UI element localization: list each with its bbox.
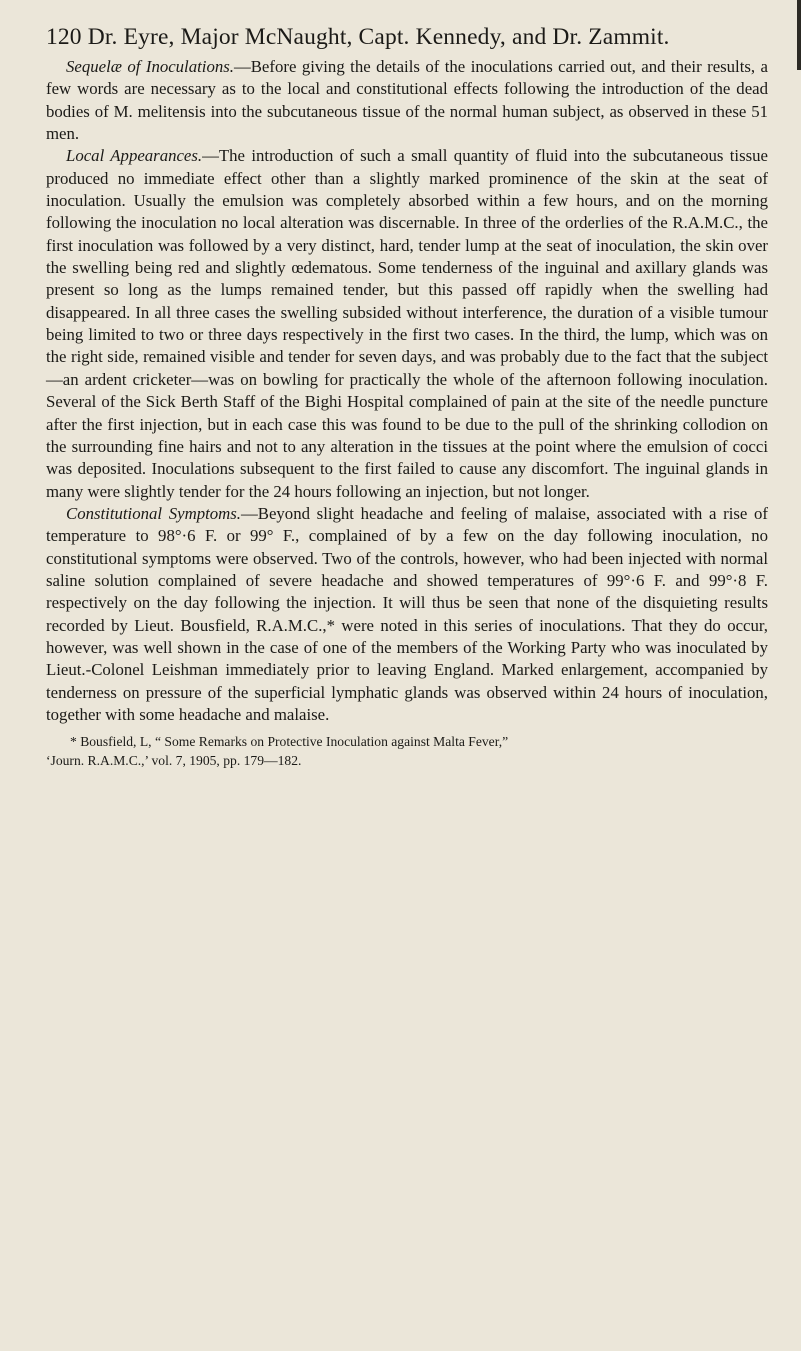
paragraph-local-appearances [46,145,768,503]
body-text [46,56,768,726]
footnote-line: * Bousfield, L, “ Some Remarks on Protective Inoculation against Malta Fever,” [70,734,509,750]
paragraph-heading: Sequelæ of Inoculations. [66,57,234,76]
footnote [46,732,768,770]
document-page [46,22,768,770]
paragraph-text: —Beyond slight headache and feeling of malaise, associated with a rise of temperature to 98°·6 F. or 99° F., complained of by a few on the day following inoculation, no constitutional symptoms were observed. Two of the controls, however, who had been injected with normal saline solution complained of severe headache and showed temperatures of 99°·6 F. and 99°·8 F. respectively on the day following the injection. It will thus be seen that none of the disquieting results recorded by Lieut. Bousfield, R.A.M.C.,* were noted in this series of inoculations. That they do occur, however, was well shown in the case of one of the members of the Working Party who was inoculated by Lieut.-Colonel Leishman immediately prior to leaving England. Marked enlargement, accompanied by tenderness on pressure of the superficial lymphatic glands was observed within 24 hours of inoculation, together with some headache and malaise. [46,503,769,724]
paragraph-heading: Local Appearances. [66,146,203,166]
paragraph-heading: Constitutional Symptoms. [66,503,241,523]
paragraph-sequelae [46,56,768,145]
running-header: 120 Dr. Eyre, Major McNaught, Capt. Kennedy, and Dr. Zammit. [46,24,670,50]
page-edge-mark [797,0,801,70]
paragraph-constitutional-symptoms [46,503,768,726]
paragraph-text: —The introduction of such a small quantity of fluid into the subcutaneous tissue produced no immediate effect other than a slightly marked prominence of the skin at the seat of inoculation. Usually the emulsion was completely absorbed within a few hours, and on the morning following the inoculation no local alteration was discernable. In three of the orderlies of the R.A.M.C., the first inoculation was followed by a very distinct, hard, tender lump at the seat of inoculation, the skin over the swelling being red and slightly œdematous. Some tenderness of the inguinal and axillary glands was present so long as the lumps remained tender, but this passed off rapidly when the swelling had disappeared. In all three cases the swelling subsided without interference, the duration of a visible tumour being limited to two or three days respectively in the first two cases. In the third, the lump, which was on the right side, remained visible and tender for seven days, and was probably due to the fact that the subject—an ardent cricketer—was on bowling for practically the whole of the afternoon following inoculation. Several of the Sick Berth Staff of the Bighi Hospital complained of pain at the site of the needle puncture after the first injection, but in each case this was found to be due to the pull of the shrinking collodion on the surrounding fine hairs and not to any alteration in the tissues at the point where the emulsion of cocci was deposited. Inoculations subsequent to the first failed to cause any discomfort. The inguinal glands in many were slightly tender for the 24 hours following an injection, but not longer. [46,146,768,501]
footnote-line: ‘Journ. R.A.M.C.,’ vol. 7, 1905, pp. 179—182. [46,753,302,769]
paragraph-text: —Before giving the details of the inoculations carried out, and their results, a few words are necessary as to the local and constitutional effects following the introduction of the dead bodies of M. melitensis into the subcutaneous tissue of the normal human subject, as observed in these 51 men. [46,57,768,144]
